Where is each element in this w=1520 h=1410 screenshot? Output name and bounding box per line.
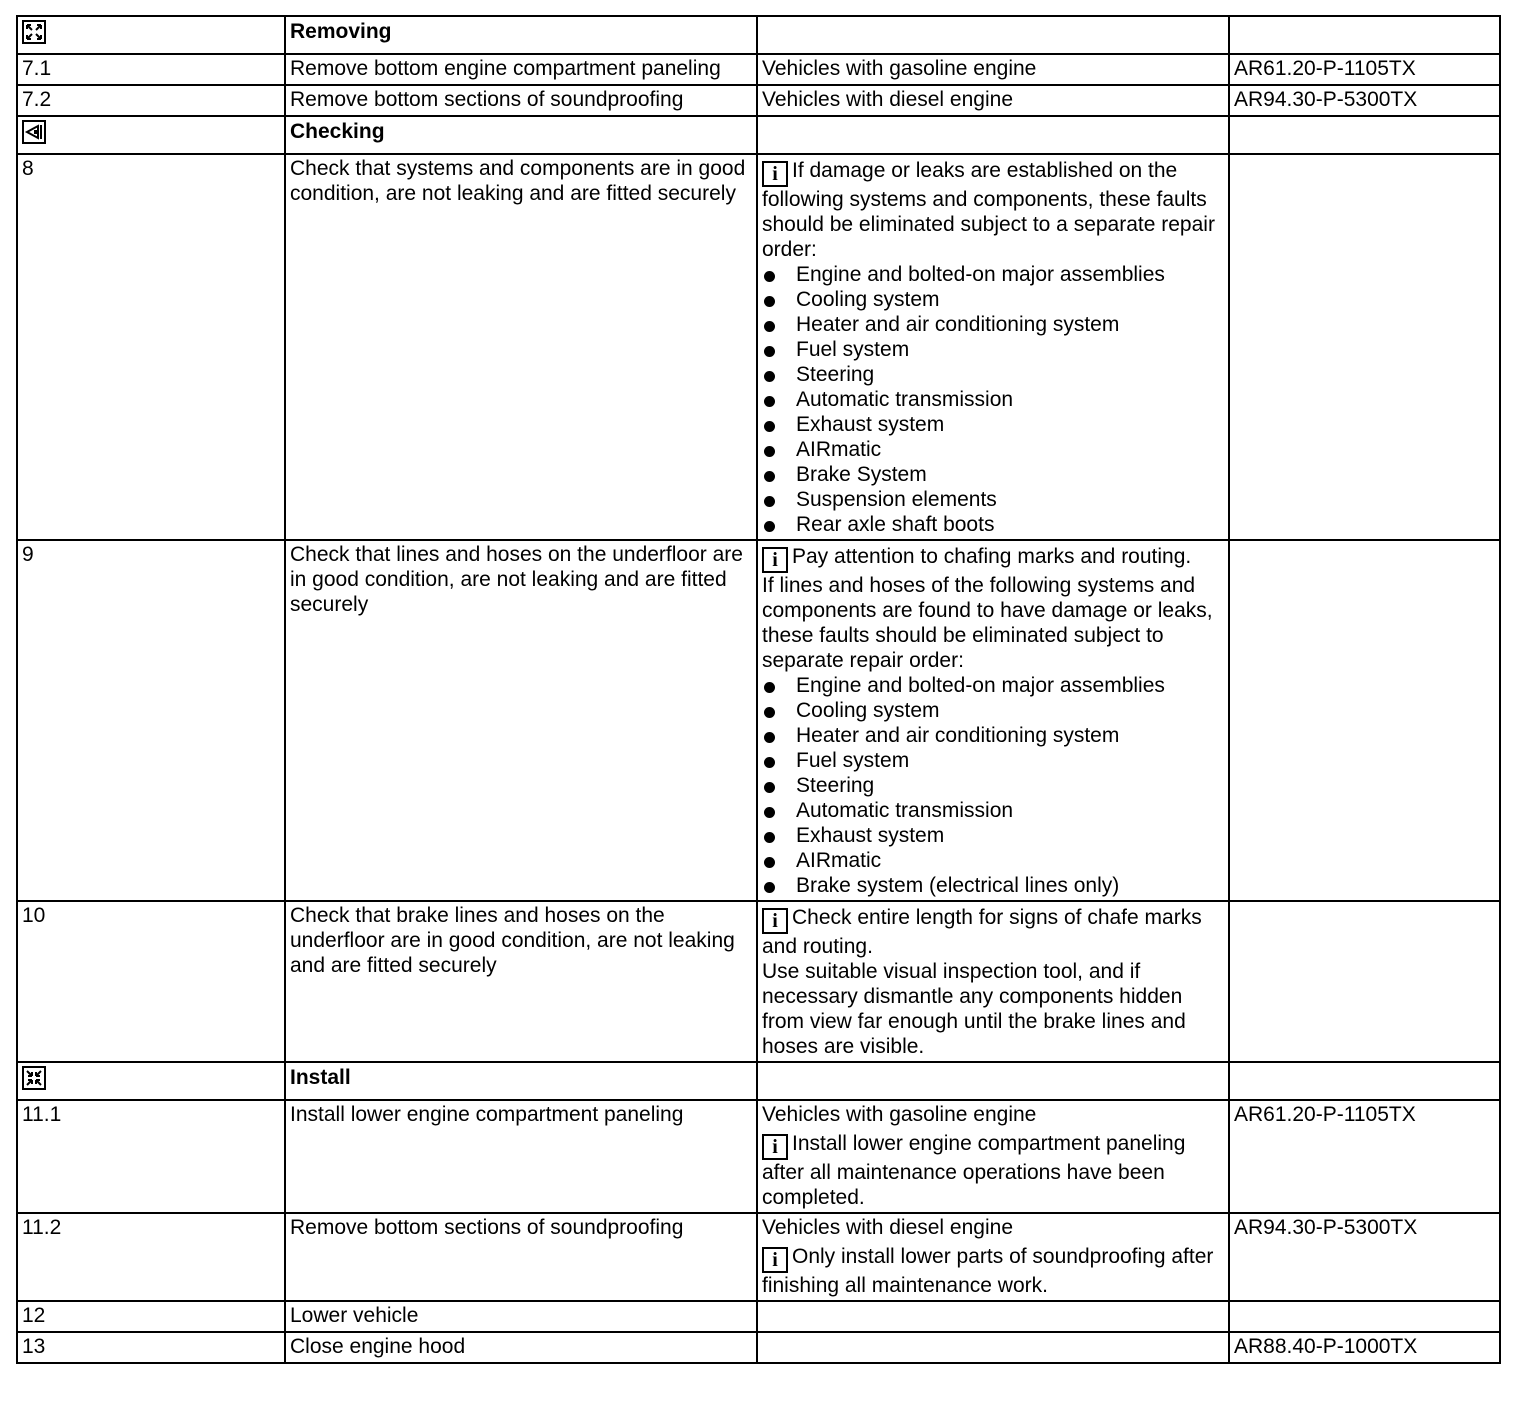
section-icon-cell [17, 116, 285, 154]
step-number: 13 [17, 1332, 285, 1363]
step-number: 11.2 [17, 1213, 285, 1301]
operation-text: Install lower engine compartment paneling [285, 1100, 757, 1213]
list-item: AIRmatic [762, 848, 1224, 873]
list-item: Fuel system [762, 748, 1224, 773]
condition-text: Vehicles with gasoline engine [762, 1103, 1037, 1126]
condition-cell [757, 540, 1229, 901]
table-row [17, 85, 1500, 116]
list-item: Cooling system [762, 698, 1224, 723]
operation-text: Check that lines and hoses on the underfloor are in good condition, are not leaking and are fitted securely [285, 540, 757, 901]
condition-cell [757, 1100, 1229, 1213]
table-row [17, 1332, 1500, 1363]
table-row [17, 1301, 1500, 1332]
step-number: 7.1 [17, 54, 285, 85]
info-icon: i [762, 161, 788, 187]
step-number: 8 [17, 154, 285, 540]
condition-text: Vehicles with diesel engine [762, 1216, 1013, 1239]
condition-text: Vehicles with gasoline engine [757, 54, 1229, 85]
table-row [17, 901, 1500, 1062]
section-icon-cell [17, 1062, 285, 1100]
section-title: Install [285, 1062, 757, 1100]
info-icon: i [762, 908, 788, 934]
list-item: Automatic transmission [762, 798, 1224, 823]
list-item: Exhaust system [762, 823, 1224, 848]
list-item: Fuel system [762, 337, 1224, 362]
step-number: 10 [17, 901, 285, 1062]
note-text: Check entire length for signs of chafe marks and routing. [762, 906, 1202, 958]
procedure-table [16, 15, 1501, 1364]
step-number: 11.1 [17, 1100, 285, 1213]
table-row [17, 54, 1500, 85]
section-title: Checking [285, 116, 757, 154]
list-item: Cooling system [762, 287, 1224, 312]
list-item: Suspension elements [762, 487, 1224, 512]
bullet-list [762, 673, 1224, 898]
condition-cell [757, 901, 1229, 1062]
list-item: Automatic transmission [762, 387, 1224, 412]
table-row [17, 540, 1500, 901]
reference-link[interactable]: AR94.30-P-5300TX [1229, 1213, 1500, 1301]
reference-link[interactable]: AR61.20-P-1105TX [1229, 54, 1500, 85]
operation-text: Check that systems and components are in good condition, are not leaking and are fitted securely [285, 154, 757, 540]
operation-text: Remove bottom sections of soundproofing [285, 85, 757, 116]
list-item: Rear axle shaft boots [762, 512, 1224, 537]
operation-text: Check that brake lines and hoses on the underfloor are in good condition, are not leaking and are fitted securely [285, 901, 757, 1062]
check-symbol-icon [22, 120, 46, 144]
condition-text: Vehicles with diesel engine [757, 85, 1229, 116]
reference-link[interactable]: AR94.30-P-5300TX [1229, 85, 1500, 116]
list-item: Steering [762, 362, 1224, 387]
list-item: Exhaust system [762, 412, 1224, 437]
note-text: Install lower engine compartment paneling after all maintenance operations have been completed. [762, 1132, 1186, 1209]
note-text: Use suitable visual inspection tool, and if necessary dismantle any components hidden from view far enough until the brake lines and hoses are visible. [762, 960, 1186, 1058]
section-row-checking [17, 116, 1500, 154]
install-symbol-icon [22, 1066, 46, 1090]
step-number: 9 [17, 540, 285, 901]
operation-text: Close engine hood [285, 1332, 757, 1363]
list-item: Brake System [762, 462, 1224, 487]
info-icon: i [762, 1247, 788, 1273]
section-row-install [17, 1062, 1500, 1100]
reference-link[interactable]: AR88.40-P-1000TX [1229, 1332, 1500, 1363]
condition-cell [757, 1213, 1229, 1301]
section-title: Removing [285, 16, 757, 54]
operation-text: Remove bottom sections of soundproofing [285, 1213, 757, 1301]
operation-text: Lower vehicle [285, 1301, 757, 1332]
table-row [17, 1213, 1500, 1301]
reference-link[interactable]: AR61.20-P-1105TX [1229, 1100, 1500, 1213]
section-row-removing [17, 16, 1500, 54]
info-icon: i [762, 1134, 788, 1160]
list-item: Brake system (electrical lines only) [762, 873, 1224, 898]
step-number: 7.2 [17, 85, 285, 116]
section-icon-cell [17, 16, 285, 54]
condition-cell [757, 154, 1229, 540]
note-text: If damage or leaks are established on the following systems and components, these faults should be eliminated subject to a separate repair order: [762, 159, 1215, 261]
bullet-list [762, 262, 1224, 537]
list-item: AIRmatic [762, 437, 1224, 462]
table-row [17, 154, 1500, 540]
operation-text: Remove bottom engine compartment paneling [285, 54, 757, 85]
list-item: Engine and bolted-on major assemblies [762, 673, 1224, 698]
remove-symbol-icon [22, 20, 46, 44]
note-text: Pay attention to chafing marks and routing. [792, 545, 1192, 568]
note-text: If lines and hoses of the following systems and components are found to have damage or leaks, these faults should be eliminated subject to separate repair order: [762, 574, 1213, 672]
list-item: Steering [762, 773, 1224, 798]
list-item: Heater and air conditioning system [762, 723, 1224, 748]
list-item: Heater and air conditioning system [762, 312, 1224, 337]
step-number: 12 [17, 1301, 285, 1332]
table-row [17, 1100, 1500, 1213]
info-icon: i [762, 547, 788, 573]
list-item: Engine and bolted-on major assemblies [762, 262, 1224, 287]
note-text: Only install lower parts of soundproofing after finishing all maintenance work. [762, 1245, 1214, 1297]
